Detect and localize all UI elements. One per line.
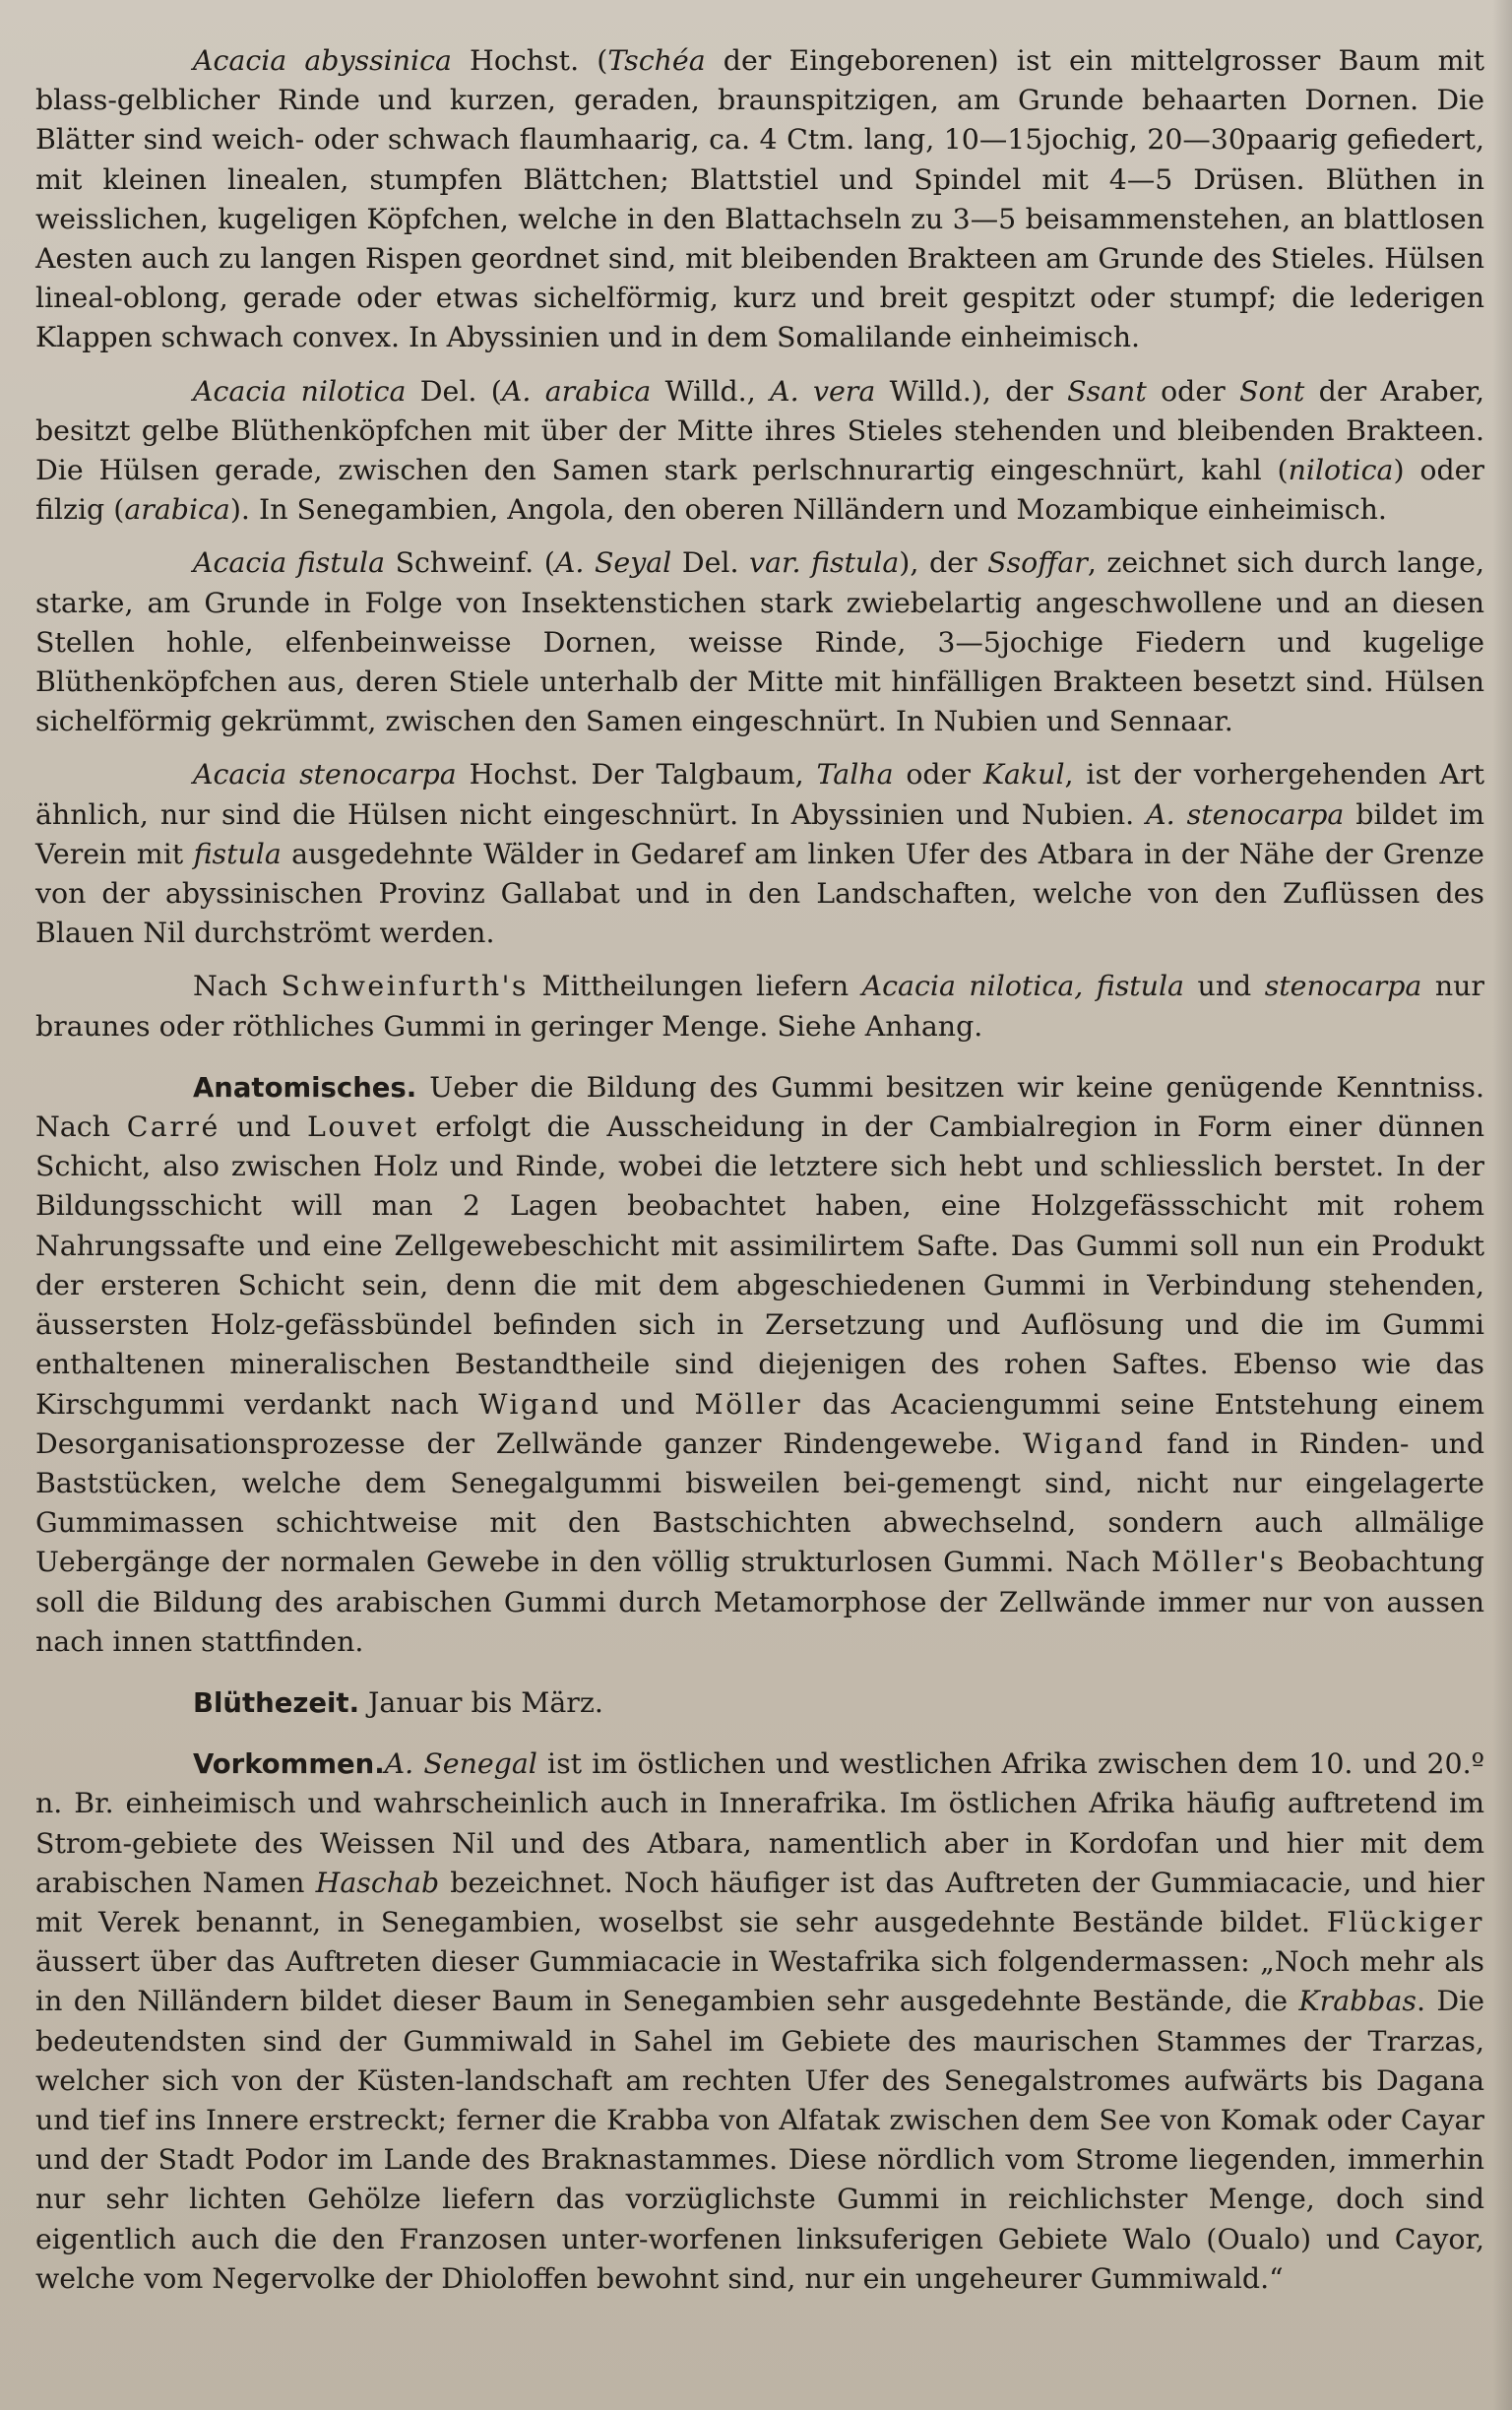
author-name: Schweinfurth's xyxy=(281,970,529,1003)
text-run: bezeichnet. Noch häufiger ist das Auftreten der Gummiacacie, und hier mit Verek benannt, in Senegambien, woselbst sie sehr ausgedehnte Bestände bildet. xyxy=(35,1866,1485,1938)
section-heading-vorkommen: Vorkommen. xyxy=(193,1748,385,1781)
paragraph-acacia-nilotica xyxy=(35,372,1484,531)
paragraph-schweinfurth-note xyxy=(35,967,1484,1046)
text-run: oder xyxy=(1146,374,1240,408)
species-name: Acacia fistula xyxy=(193,546,386,580)
text-run: Hochst. Der Talgbaum, xyxy=(456,758,817,792)
text-run: das Acaciengummi seine Entstehung einem Desorganisationsprozesse der Zellwände ganzer Rindengewebe. xyxy=(35,1387,1484,1460)
text-run: der Araber, besitzt gelbe Blüthenköpfchen mit über der Mitte ihres Stieles stehenden und bleibenden Brakteen. Die Hülsen gerade, zwischen den Samen stark perlschnurartig eingeschnürt, kahl ( xyxy=(35,374,1484,487)
text-run: nur braunes oder röthliches Gummi in geringer Menge. Siehe Anhang. xyxy=(35,970,1484,1043)
text-run: Januar bis März. xyxy=(359,1685,603,1719)
author-name: Louvet xyxy=(307,1110,419,1144)
author-name: Möller xyxy=(694,1387,803,1421)
text-run: äussert über das Auftreten dieser Gummiacacie in Westafrika sich folgendermassen: „Noch mehr als in den Nilländern bildet dieser Baum in Senegambien sehr ausgedehnte Bestände, die xyxy=(35,1945,1484,2018)
text-run: oder xyxy=(893,758,983,792)
text-run: erfolgt die Ausscheidung in der Cambialregion in Form einer dünnen Schicht, also zwischen Holz und Rinde, wobei die letztere sich hebt und schliesslich berstet. In der Bildungsschicht will man 2 Lagen beobachtet haben, eine Holzgefässschicht mit rohem Nahrungssafte und eine Zellgewebeschicht mit assimilirtem Safte. Das Gummi soll nun ein Produkt der ersteren Schicht sein, denn die mit dem abgeschiedenen Gummi in Verbindung stehenden, äussersten Holz-gefässbündel befinden sich in Zersetzung und Auflösung und die im Gummi enthaltenen mineralischen Bestandtheile sind diejenigen des rohen Saftes. Ebenso wie das Kirschgummi verdankt nach xyxy=(35,1110,1484,1421)
species-name: stenocarpa xyxy=(1264,970,1422,1003)
author-name: Carré xyxy=(126,1110,220,1144)
author-name: Flückiger xyxy=(1326,1905,1484,1938)
vernacular-name: Haschab xyxy=(315,1866,440,1899)
text-run: Mittheilungen liefern xyxy=(529,970,862,1003)
synonym-name: A. vera xyxy=(770,374,876,408)
text-run: A. Senegal xyxy=(384,1747,537,1781)
paragraph-acacia-fistula xyxy=(35,543,1484,741)
section-heading-anatomisches: Anatomisches. xyxy=(193,1071,417,1104)
vernacular-name: Talha xyxy=(816,758,894,792)
text-run: Nach xyxy=(193,970,282,1003)
text-run: Del. xyxy=(671,546,750,580)
text-run: ), der xyxy=(899,546,988,580)
text-run: ausgedehnte Wälder in Gedaref am linken Ufer des Atbara in der Nähe der Grenze von der abyssinischen Provinz Gallabat und in den Landschaften, welche von den Zuflüssen des Blauen Nil durchströmt werden. xyxy=(35,837,1484,950)
text-run: bildet im Verein mit xyxy=(35,797,1484,870)
variety-name: nilotica xyxy=(1288,454,1394,487)
page-body xyxy=(35,41,1484,2313)
text-run: und xyxy=(600,1387,695,1421)
vernacular-name: Ssoffar xyxy=(987,546,1088,580)
author-name: Wigand xyxy=(478,1387,601,1421)
text-run: . Die bedeutendsten sind der Gummiwald in Sahel im Gebiete des maurischen Stammes der Trarzas, welcher sich von der Küsten-landschaft am rechten Ufer des Senegalstromes aufwärts bis Dagana und tief ins Innere erstreckt; ferner die Krabba von Alfatak zwischen dem See von Komak oder Cayar und der Stadt Podor im Lande des Braknastammes. Diese nördlich vom Strome liegenden, immerhin nur sehr lichten Gehölze liefern das vorzüglichste Gummi in reichlichster Menge, doch sind eigentlich auch die den Franzosen unter-worfenen linksuferigen Gebiete Walo (Oualo) und Cayor, welche vom Negervolke der Dhioloffen bewohnt sind, nur ein ungeheurer Gummiwald.“ xyxy=(35,1985,1484,2295)
paragraph-acacia-abyssinica xyxy=(35,41,1484,358)
species-name: fistula xyxy=(193,837,282,870)
species-name: Acacia stenocarpa xyxy=(193,758,457,792)
author-name: Wigand xyxy=(1023,1427,1146,1460)
vernacular-name: Sont xyxy=(1239,374,1305,408)
text-run: der Eingeborenen) ist ein mittelgrosser Baum mit blass-gelblicher Rinde und kurzen, geraden, braunspitzigen, am Grunde behaarten Dornen. Die Blätter sind weich- oder schwach flaumhaarig, ca. 4 Ctm. lang, 10—15jochig, 20—30paarig gefiedert, mit kleinen linealen, stumpfen Blättchen; Blattstiel und Spindel mit 4—5 Drüsen. Blüthen in weisslichen, kugeligen Köpfchen, welche in den Blattachseln zu 3—5 beisammenstehen, an blattlosen Aesten auch zu langen Rispen geordnet sind, mit bleibenden Brakteen am Grunde des Stieles. Hülsen lineal-oblong, gerade oder etwas sichelförmig, kurz und breit gespitzt oder stumpf; die lederigen Klappen schwach convex. In Abyssinien und in dem Somalilande einheimisch. xyxy=(35,44,1484,354)
text-run: und xyxy=(1183,970,1265,1003)
text-run: ist im östlichen und westlichen Afrika zwischen dem 10. und 20.º n. Br. einheimisch und wahrscheinlich auch in Innerafrika. Im östlichen Afrika häufig auftretend im Strom-gebiete des Weissen Nil und des Atbara, namentlich aber in Kordofan und hier mit dem arabischen Namen xyxy=(35,1747,1484,1899)
synonym-name: A. Seyal xyxy=(554,546,672,580)
vernacular-name: Ssant xyxy=(1067,374,1147,408)
text-run: , zeichnet sich durch lange, starke, am Grunde in Folge von Insektenstichen stark zwiebelartig angeschwollene und an diesen Stellen hohle, elfenbeinweisse Dornen, weisse Rinde, 3—5jochige Fiedern und kugelige Blüthenköpfchen aus, deren Stiele unterhalb der Mitte mit hinfälligen Brakteen besetzt sind. Hülsen sichelförmig gekrümmt, zwischen den Samen eingeschnürt. In Nubien und Sennaar. xyxy=(35,546,1484,738)
text-run: Schweinf. ( xyxy=(385,546,555,580)
text-run: Hochst. ( xyxy=(451,44,608,77)
text-run: , ist der vorhergehenden Art ähnlich, nur sind die Hülsen nicht eingeschnürt. In Abyssinien und Nubien. xyxy=(35,758,1484,831)
paragraph-acacia-stenocarpa xyxy=(35,755,1484,953)
species-name: Acacia nilotica xyxy=(193,374,407,408)
text-run: ). In Senegambien, Angola, den oberen Nilländern und Mozambique einheimisch. xyxy=(229,493,1387,527)
text-run: Willd., xyxy=(651,374,771,408)
text-run: Del. ( xyxy=(406,374,502,408)
text-run: fand in Rinden- und Baststücken, welche dem Senegalgummi bisweilen bei-gemengt sind, nicht nur eingelagerte Gummimassen schichtweise mit den Bastschichten abwechselnd, sondern auch allmälige Uebergänge der normalen Gewebe in den völlig strukturlosen Gummi. Nach xyxy=(35,1427,1484,1579)
vernacular-name: Tschéa xyxy=(607,44,706,77)
author-name: Möller's xyxy=(1151,1546,1287,1579)
variety-name: var. fistula xyxy=(749,546,900,580)
vernacular-name: Krabbas xyxy=(1298,1985,1417,2018)
text-run: und xyxy=(220,1110,308,1144)
text-run: Beobachtung soll die Bildung des arabischen Gummi durch Metamorphose der Zellwände immer nur von aussen nach innen stattfinden. xyxy=(35,1546,1484,1658)
species-name: Acacia abyssinica xyxy=(193,44,452,77)
text-run: Willd.), der xyxy=(875,374,1068,408)
text-run: Ueber die Bildung des Gummi besitzen wir keine genügende Kenntniss. Nach xyxy=(35,1070,1484,1144)
paragraph-bluethezeit xyxy=(35,1683,1484,1723)
synonym-name: A. arabica xyxy=(501,374,652,408)
text-run: ) oder filzig ( xyxy=(35,454,1484,527)
page-edge-shadow xyxy=(1492,0,1512,2410)
section-heading-bluethezeit: Blüthezeit. xyxy=(193,1686,360,1719)
species-name: Acacia nilotica, fistula xyxy=(861,970,1184,1003)
paragraph-vorkommen xyxy=(35,1744,1484,2299)
species-name: A. stenocarpa xyxy=(1146,797,1345,831)
variety-name: arabica xyxy=(124,493,230,527)
paragraph-anatomisches xyxy=(35,1068,1484,1662)
vernacular-name: Kakul xyxy=(982,758,1065,792)
